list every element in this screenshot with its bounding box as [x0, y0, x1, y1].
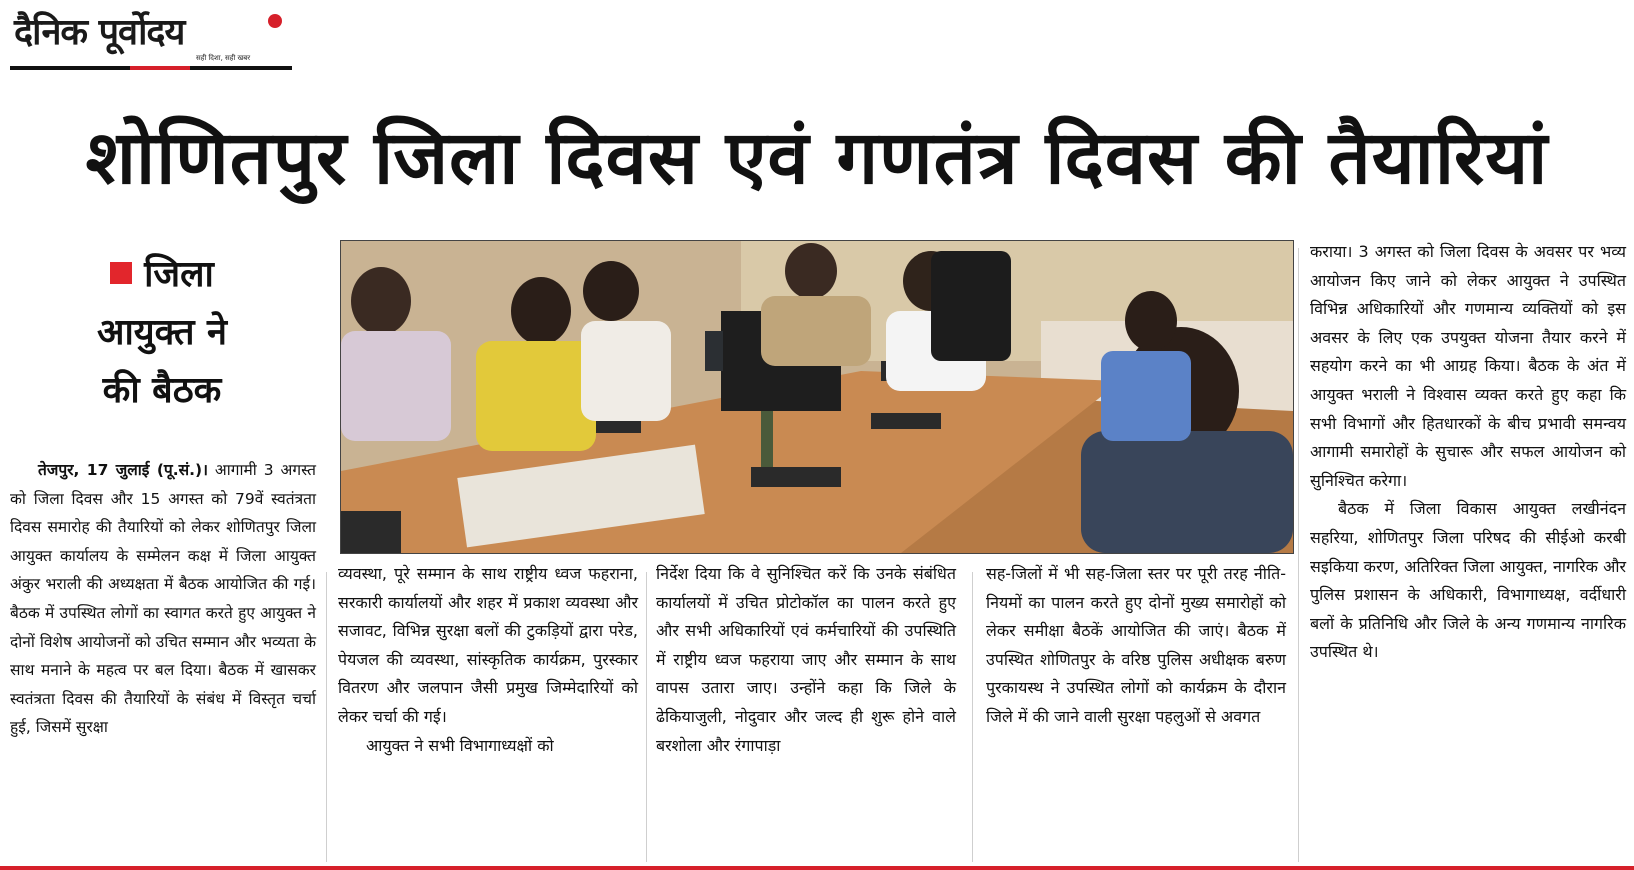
article-column-1 — [10, 456, 316, 742]
meeting-photo-illustration — [341, 241, 1293, 553]
article-text: आयुक्त ने सभी विभागाध्यक्षों को — [366, 735, 554, 755]
page-bottom-rule — [0, 866, 1634, 870]
masthead — [10, 6, 290, 66]
subhead-line-3: की बैठक — [102, 370, 222, 411]
subhead-line-1: जिला — [144, 254, 214, 295]
article-text: बैठक में जिला विकास आयुक्त लखीनंदन सहरिया, शोणितपुर जिला परिषद की सीईओ करबी सइकिया करण, अतिरिक्त जिला आयुक्त, नागरिक और पुलिस प्रशासन के अधिकारी, विभागाध्यक्ष, वर्दीधारी बलों के प्रतिनिधि और जिले के अन्य गणमान्य नागरिक उपस्थित थे। — [1310, 499, 1626, 662]
article-text: कराया। 3 अगस्त को जिला दिवस के अवसर पर भव्य आयोजन किए जाने को लेकर आयुक्त ने उपस्थित विभिन्न अधिकारियों और गणमान्य व्यक्तियों को इस अवसर के लिए एक उपयुक्त योजना तैयार करने में सहयोग करने का भी आग्रह किया। बैठक के अंत में आयुक्त भराली ने विश्वास व्यक्त करते हुए कहा कि सभी विभागों और हितधारकों के बीच प्रभावी समन्वय आगामी समारोहों के सुचारू और सफल आयोजन को सुनिश्चित करेगा। — [1310, 242, 1626, 490]
bullet-square-icon — [110, 262, 132, 284]
column-rule — [646, 572, 647, 862]
article-column-5 — [1310, 238, 1626, 667]
subhead-line-2: आयुक्त ने — [96, 312, 227, 353]
masthead-rule-accent — [130, 66, 190, 70]
meeting-photo — [340, 240, 1294, 554]
article-column-4 — [986, 560, 1286, 732]
article-text: सह-जिलों में भी सह-जिला स्तर पर पूरी तरह नीति-नियमों का पालन करते हुए दोनों मुख्य समारोहों को लेकर समीक्षा बैठकें आयोजित की जाएं। बैठक में उपस्थित शोणितपुर के वरिष्ठ पुलिस अधीक्षक बरुण पुरकायस्थ ने उपस्थित लोगों को कार्यक्रम के दौरान जिले में की जाने वाली सुरक्षा पहलुओं से अवगत — [986, 564, 1286, 726]
brand-tagline: सही दिशा, सही खबर — [196, 54, 251, 62]
article-text: व्यवस्था, पूरे सम्मान के साथ राष्ट्रीय ध्वज फहराना, सरकारी कार्यालयों और शहर में प्रकाश व्यवस्था और सजावट, विभिन्न सुरक्षा बलों की टुकड़ियों द्वारा परेड, पेयजल की व्यवस्था, सांस्कृतिक कार्यक्रम, पुरस्कार वितरण और जलपान जैसी प्रमुख जिम्मेदारियों को लेकर चर्चा की गई। — [338, 564, 638, 726]
headline: शोणितपुर जिला दिवस एवं गणतंत्र दिवस की तैयारियां — [85, 115, 1549, 201]
article-column-2 — [338, 560, 638, 760]
article-column-3 — [656, 560, 956, 760]
dateline: तेजपुर, 17 जुलाई (पू.सं.)। — [38, 461, 208, 479]
brand-logo: दैनिक पूर्वोदय — [14, 11, 185, 53]
column-rule — [972, 572, 973, 862]
article-text: निर्देश दिया कि वे सुनिश्चित करें कि उनके संबंधित कार्यालयों में उचित प्रोटोकॉल का पालन करते हुए और सभी अधिकारियों एवं कर्मचारियों की उपस्थिति में राष्ट्रीय ध्वज फहराया जाए और सम्मान के साथ वापस उतारा जाए। उन्होंने कहा कि जिले के ढेकियाजुली, नोदुवार और जल्द ही शुरू होने वाले बरशोला और रंगापाड़ा — [656, 564, 956, 755]
column-rule — [1298, 248, 1299, 862]
brand-dot-icon — [268, 14, 282, 28]
article-text: आगामी 3 अगस्त को जिला दिवस और 15 अगस्त को 79वें स्वतंत्रता दिवस समारोह की तैयारियों को लेकर शोणितपुर जिला आयुक्त कार्यालय के सम्मेलन कक्ष में जिला आयुक्त अंकुर भराली की अध्यक्षता में बैठक आयोजित की गई। बैठक में उपस्थित लोगों का स्वागत करते हुए आयुक्त ने दोनों विशेष आयोजनों को उचित सम्मान और भव्यता के साथ मनाने के महत्व पर बल दिया। बैठक में खासकर स्वतंत्रता दिवस की तैयारियों के संबंध में विस्तृत चर्चा हुई, जिसमें सुरक्षा — [10, 461, 316, 737]
subheadline — [8, 246, 316, 420]
column-rule — [326, 572, 327, 862]
